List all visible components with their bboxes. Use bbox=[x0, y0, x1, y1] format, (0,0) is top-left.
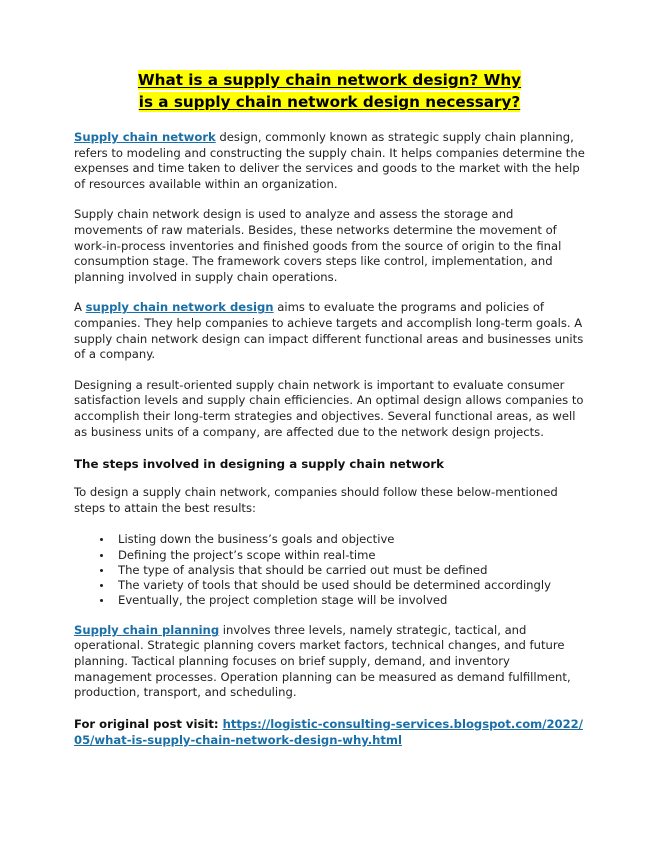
paragraph-4: Designing a result-oriented supply chain network is important to evaluate consumer satisfaction levels and supply chain efficiencies. An optimal design allows companies to accomplish their long-term strategies and objectives. Several functional areas, as well as business units of a company, are affected due to the network design projects. bbox=[74, 377, 584, 439]
bullet-dot-icon bbox=[100, 554, 103, 557]
spacer bbox=[74, 113, 585, 130]
page-title bbox=[74, 0, 585, 113]
section-heading: The steps involved in designing a supply chain network bbox=[74, 457, 445, 472]
paragraph-2: Supply chain network design is used to analyze and assess the storage and movements of raw materials. Besides, these networks determine the movement of work-in-process inventories and finished goods from the source of origin to the final consumption stage. The framework covers steps like control, implementation, and planning involved in supply chain operations. bbox=[74, 207, 562, 284]
spacer bbox=[74, 440, 585, 456]
paragraph-3 bbox=[74, 300, 585, 362]
supply-chain-planning-link[interactable]: Supply chain planning bbox=[74, 622, 220, 637]
spacer bbox=[74, 192, 585, 207]
list-item bbox=[74, 532, 585, 547]
supply-chain-network-link[interactable]: Supply chain network bbox=[74, 130, 216, 144]
bullet-dot-icon bbox=[100, 599, 103, 602]
list-item-label: Defining the project’s scope within real-time bbox=[118, 547, 376, 562]
paragraph-7-text: involves three levels, namely strategic, tactical, and operational. Strategic planning covers market factors, technical changes, and future planning. Tactical planning focuses on brief supply, demand, and inventory management processes. Operation planning can be measured as demand fulfillment, production, transport, and scheduling. bbox=[74, 622, 571, 700]
paragraph-3-text: aims to evaluate the programs and policies of companies. They help companies to achieve targets and accomplish long-term goals. A supply chain network design can impact different functional areas and businesses units of a company. bbox=[74, 300, 584, 362]
list-item-label: Listing down the business’s goals and objective bbox=[118, 532, 395, 547]
page-title-line-2: is a supply chain network design necessary? bbox=[138, 93, 521, 111]
page-title-line-1: What is a supply chain network design? Why bbox=[137, 71, 522, 89]
spacer bbox=[74, 701, 585, 717]
bullet-dot-icon bbox=[100, 569, 103, 572]
paragraph-6: To design a supply chain network, companies should follow these below-mentioned steps to attain the best results: bbox=[74, 485, 558, 515]
spacer bbox=[74, 472, 585, 485]
list-item-label: The variety of tools that should be used should be determined accordingly bbox=[118, 578, 551, 593]
spacer bbox=[74, 516, 585, 532]
list-item bbox=[74, 593, 585, 608]
original-post-line bbox=[74, 717, 585, 749]
spacer bbox=[74, 285, 585, 300]
original-post-label: For original post visit: bbox=[74, 716, 223, 731]
supply-chain-network-design-link[interactable]: supply chain network design bbox=[85, 300, 274, 315]
bullet-dot-icon bbox=[100, 584, 103, 587]
bullet-dot-icon bbox=[100, 538, 103, 541]
paragraph-7 bbox=[74, 623, 585, 701]
list-item bbox=[74, 578, 585, 593]
spacer bbox=[74, 363, 585, 378]
paragraph-1 bbox=[74, 130, 585, 192]
steps-bullet-list bbox=[74, 532, 585, 608]
paragraph-3-prefix: A bbox=[74, 300, 86, 315]
list-item-label: Eventually, the project completion stage will be involved bbox=[118, 593, 448, 608]
original-post-url-link[interactable]: https://logistic-consulting-services.blogspot.com/2022/05/what-is-supply-chain-network-design-why.html bbox=[74, 716, 583, 747]
list-item bbox=[74, 563, 585, 578]
list-item bbox=[74, 548, 585, 563]
paragraph-1-text: design, commonly known as strategic supply chain planning, refers to modeling and constructing the supply chain. It helps companies determine the expenses and time taken to deliver the services and goods to the market with the help of resources available within an organization. bbox=[74, 130, 585, 191]
list-item-label: The type of analysis that should be carried out must be defined bbox=[118, 562, 488, 577]
spacer bbox=[74, 609, 585, 623]
